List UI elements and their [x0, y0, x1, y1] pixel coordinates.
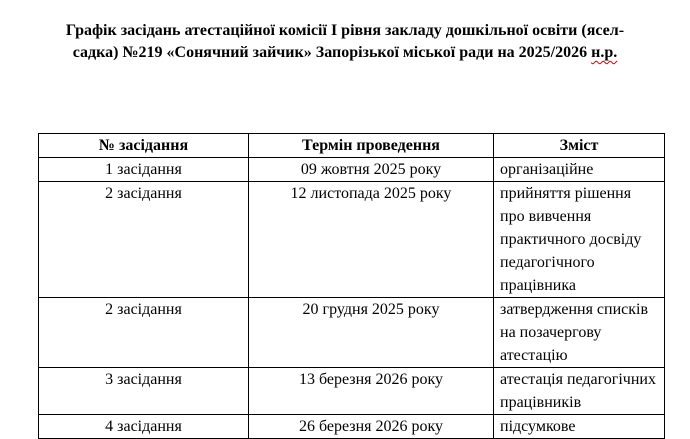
table-header-row: [39, 134, 665, 158]
header-meeting-date: Термін проведення: [249, 134, 494, 158]
title-line-2: [30, 42, 660, 64]
meeting-content-cell: підсумкове: [494, 415, 665, 439]
title-line-1: Графік засідань атестаційної комісії І рівня закладу дошкільної освіти (ясел-: [65, 22, 625, 39]
document-title: [30, 20, 660, 64]
meeting-number-cell: 3 засідання: [39, 368, 249, 415]
table-row: [39, 298, 665, 368]
meeting-number-cell: 2 засідання: [39, 182, 249, 298]
header-meeting-content: Зміст: [494, 134, 665, 158]
title-academic-year-abbrev: н.р.: [591, 44, 618, 61]
table-row: [39, 415, 665, 439]
meeting-date-cell: 26 березня 2026 року: [249, 415, 494, 439]
meeting-schedule-table: [38, 133, 665, 439]
meeting-date-cell: 13 березня 2026 року: [249, 368, 494, 415]
meeting-content-cell: прийняття рішення про вивчення практичного досвіду педагогічного працівника: [494, 182, 665, 298]
meeting-content-cell: затвердження списків на позачергову атестацію: [494, 298, 665, 368]
meeting-date-cell: 20 грудня 2025 року: [249, 298, 494, 368]
table-row: [39, 158, 665, 182]
meeting-date-cell: 12 листопада 2025 року: [249, 182, 494, 298]
meeting-number-cell: 2 засідання: [39, 298, 249, 368]
meeting-date-cell: 09 жовтня 2025 року: [249, 158, 494, 182]
table-row: [39, 182, 665, 298]
meeting-number-cell: 4 засідання: [39, 415, 249, 439]
table-row: [39, 368, 665, 415]
title-line-2-main: садка) №219 «Сонячний зайчик» Запорізької міської ради на 2025/2026: [72, 44, 592, 61]
meeting-content-cell: атестація педагогічних працівників: [494, 368, 665, 415]
meeting-content-cell: організаційне: [494, 158, 665, 182]
meeting-number-cell: 1 засідання: [39, 158, 249, 182]
header-meeting-number: № засідання: [39, 134, 249, 158]
